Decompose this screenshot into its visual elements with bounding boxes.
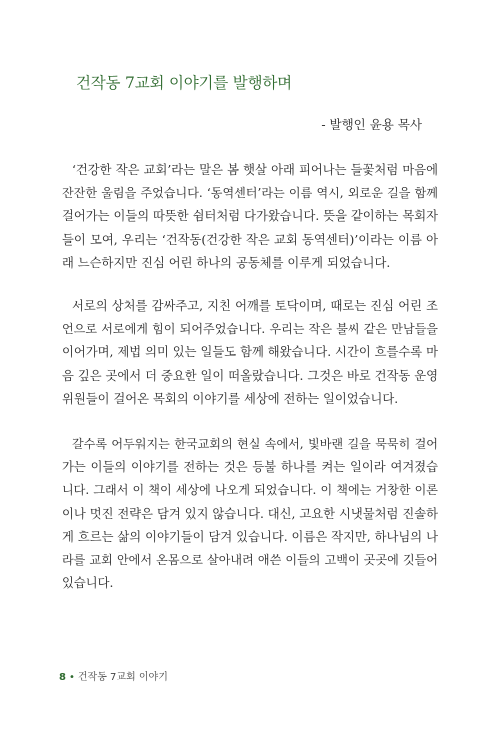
paragraph-line: ‘건강한 작은 교회’라는 말은 봄 햇살 아래 피어나는 들꽃처럼 마음에	[72, 163, 438, 177]
author-byline: - 발행인 윤용 목사	[321, 117, 422, 132]
paragraph-line: 위원들이 걸어온 목회의 이야기를 세상에 전하는 일이었습니다.	[62, 391, 399, 406]
paragraph-line: 니다. 그래서 이 책이 세상에 나오게 되었습니다. 이 책에는 거창한 이론	[62, 483, 438, 498]
paragraph-line: 잔잔한 울림을 주었습니다. ‘동역센터’라는 이름 역시, 외로운 길을 함께	[62, 186, 438, 201]
paragraph-line: 이나 멋진 전략은 담겨 있지 않습니다. 대신, 고요한 시냇물처럼 진솔하	[62, 506, 438, 521]
footer-separator: •	[68, 672, 75, 683]
paragraph-line: 있습니다.	[62, 576, 114, 591]
running-title: 건작동 7교회 이야기	[77, 672, 168, 683]
paragraph-line: 게 흐르는 삶의 이야기들이 담겨 있습니다. 이름은 작지만, 하나님의 나	[62, 529, 438, 544]
paragraph-3	[62, 433, 438, 595]
paragraph-line: 걸어가는 이들의 따뜻한 쉼터처럼 다가왔습니다. 뜻을 같이하는 목회자	[62, 209, 438, 224]
paragraph-line: 들이 모여, 우리는 ‘건작동(건강한 작은 교회 동역센터)’이라는 이름 아	[62, 232, 438, 247]
paragraph-line: 언으로 서로에게 힘이 되어주었습니다. 우리는 작은 불씨 같은 만남들을	[62, 322, 438, 337]
paragraph-line: 래 느슨하지만 진심 어린 하나의 공동체를 이루게 되었습니다.	[62, 255, 391, 270]
paragraph-line: 음 깊은 곳에서 더 중요한 일이 떠올랐습니다. 그것은 바로 건작동 운영	[62, 368, 438, 383]
chapter-title: 건작동 7교회 이야기를 발행하며	[76, 74, 292, 92]
page-number: 8	[59, 672, 66, 683]
paragraph-2	[62, 295, 438, 411]
paragraph-line: 갈수록 어두워지는 한국교회의 현실 속에서, 빛바랜 길을 묵묵히 걸어	[72, 437, 438, 451]
paragraph-line: 라를 교회 안에서 온몸으로 살아내려 애쓴 이들의 고백이 곳곳에 깃들어	[62, 553, 438, 568]
paragraph-line: 가는 이들의 이야기를 전하는 것은 등불 하나를 켜는 일이라 여겨졌습	[62, 460, 438, 475]
paragraph-line: 서로의 상처를 감싸주고, 지친 어깨를 토닥이며, 때로는 진심 어린 조	[72, 299, 438, 313]
paragraph-1	[62, 159, 438, 275]
paragraph-line: 이어가며, 제법 의미 있는 일들도 함께 해왔습니다. 시간이 흐를수록 마	[62, 345, 438, 360]
page-footer	[59, 668, 168, 683]
